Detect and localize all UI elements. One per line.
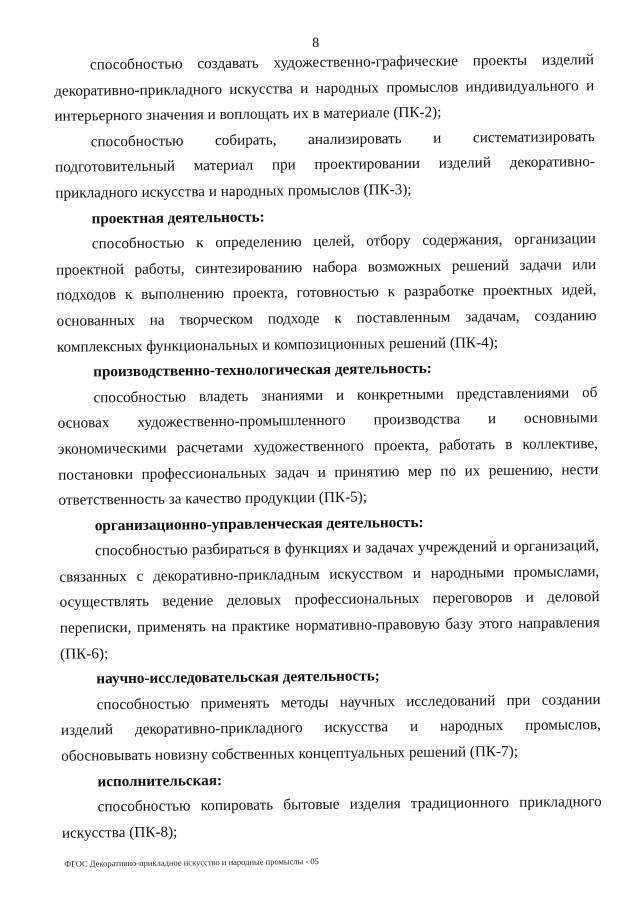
paragraph-pk5: способностью владеть знаниями и конкретными представлениями об основах художественно-промышленного производства и основными экономическими расчетами художественного проекта, работать в коллективе, постановки профессиональных задач и принятию мер по их решению, нести ответственность за качество продукции (ПК-5);: [57, 383, 599, 509]
footer-note: ФГОС Декоративно-прикладное искусство и народные промыслы - 05: [64, 856, 319, 869]
heading-production-activity: производственно-технологическая деятельность:: [93, 359, 432, 381]
heading-management-activity: организационно-управленческая деятельность:: [94, 513, 424, 535]
paragraph-pk6: способностью разбираться в функциях и задачах учреждений и организаций, связанных с декоративно-прикладным искусством и народными промыслами, осуществлять ведение деловых профессиональных переговоров и деловой переписки, применять на практике нормативно-правовую базу этого направления (ПК-6);: [59, 537, 600, 663]
document-body: [54, 47, 602, 846]
paragraph-pk8: способностью копировать бытовые изделия традиционного прикладного искусства (ПК-8);: [61, 793, 602, 842]
paragraph-pk4: способностью к определению целей, отбору содержания, организации проектной работы, синтезированию набора возможных решений задачи или подходов к выполнению проекта, готовностью к разработке проектных идей, основанных на творческом подходе к поставленным задачам, созданию комплексных функциональных и композиционных решений (ПК-4);: [56, 230, 597, 356]
paragraph-pk7: способностью применять методы научных исследований при создании изделий декоративно-прикладного искусства и народных промыслов, обосновывать новизну собственных концептуальных решений (ПК-7);: [60, 690, 601, 765]
paragraph-pk3: способностью собирать, анализировать и систематизировать подготовительный материал при проектировании изделий декоративно-прикладного искусства и народных промыслов (ПК-3);: [54, 127, 596, 202]
heading-project-activity: проектная деятельность:: [91, 208, 265, 227]
page-number: 8: [312, 35, 320, 52]
heading-research-activity: научно-исследовательская деятельность;: [96, 667, 380, 688]
heading-performing-activity: исполнительская:: [97, 771, 223, 790]
paragraph-pk2: способностью создавать художественно-графические проекты изделий декоративно-прикладного искусства и народных промыслов индивидуального и интерьерного значения и воплощать их в материале (ПК-2);: [54, 51, 595, 125]
